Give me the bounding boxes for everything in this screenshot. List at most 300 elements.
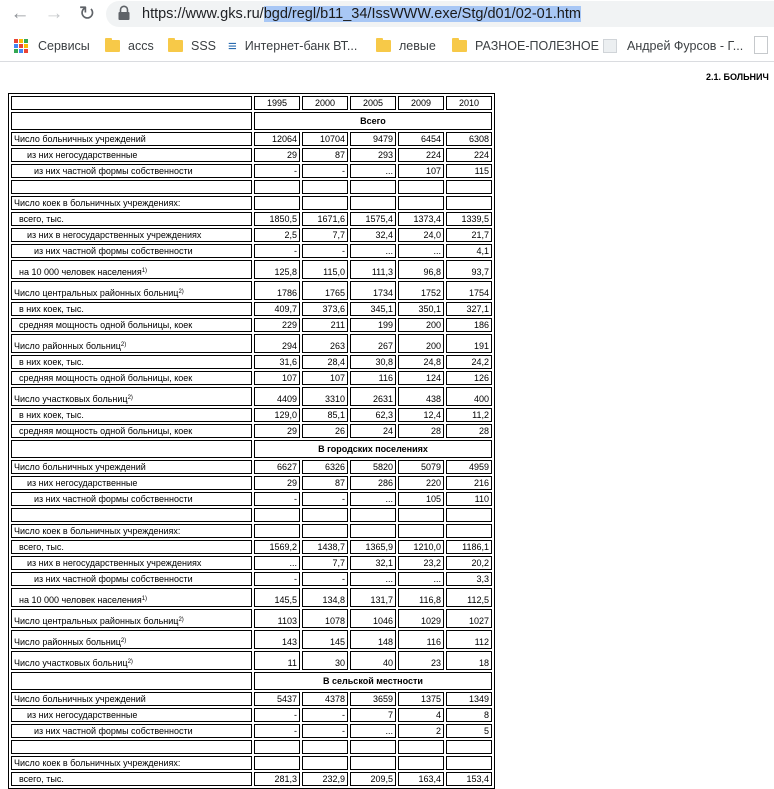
value-cell [254,740,300,754]
row-label [11,630,252,649]
value-cell: 8 [446,708,492,722]
row-label [11,588,252,607]
value-cell: 110 [446,492,492,506]
table-row [11,148,492,162]
value-cell [446,508,492,522]
value-cell: 23,2 [398,556,444,570]
row-label-text: из них частной формы собственности [34,726,193,736]
row-label [11,424,252,438]
value-cell: 4409 [254,387,300,406]
value-cell [350,180,396,194]
value-cell: 87 [302,476,348,490]
value-cell: 200 [398,318,444,332]
year-header: 2009 [398,96,444,110]
row-label-text: в них коек, тыс. [19,357,84,367]
row-label-text: на 10 000 человек населения [19,595,142,605]
value-cell: 85,1 [302,408,348,422]
row-label-text: всего, тыс. [19,542,64,552]
value-cell: 24 [350,424,396,438]
table-row [11,424,492,438]
value-cell: 31,6 [254,355,300,369]
row-label [11,556,252,570]
value-cell [302,756,348,770]
row-label [11,334,252,353]
value-cell: 1734 [350,281,396,300]
row-label-text: Число коек в больничных учреждениях: [14,758,181,768]
table-row [11,540,492,554]
table-row [11,355,492,369]
bookmark-vtb-bank[interactable] [228,37,357,55]
row-label [11,281,252,300]
value-cell: 12,4 [398,408,444,422]
value-cell: 2 [398,724,444,738]
value-cell: 32,1 [350,556,396,570]
value-cell: 129,0 [254,408,300,422]
row-label-text: Число районных больниц [14,637,121,647]
value-cell [350,756,396,770]
row-label [11,302,252,316]
row-label-text: из них частной формы собственности [34,574,193,584]
value-cell: 87 [302,148,348,162]
value-cell [254,180,300,194]
row-label-text: Число центральных районных больниц [14,616,179,626]
section-title: В сельской местности [254,672,492,690]
value-cell: 116 [350,371,396,385]
value-cell: 4378 [302,692,348,706]
value-cell: 350,1 [398,302,444,316]
year-header: 2005 [350,96,396,110]
value-cell [350,524,396,538]
value-cell: ... [350,492,396,506]
value-cell: - [254,708,300,722]
value-cell: ... [398,244,444,258]
page-icon [603,39,617,53]
row-label-text: средняя мощность одной больницы, коек [19,373,193,383]
value-cell: 1046 [350,609,396,628]
value-cell: 124 [398,371,444,385]
value-cell: 3659 [350,692,396,706]
section-header-row [11,672,492,690]
value-cell: 224 [398,148,444,162]
value-cell: 345,1 [350,302,396,316]
value-cell: 286 [350,476,396,490]
row-label [11,212,252,226]
row-label-text: из них негосударственные [27,150,138,160]
row-label [11,318,252,332]
value-cell [446,740,492,754]
value-cell: 28 [446,424,492,438]
value-cell: 409,7 [254,302,300,316]
row-label [11,244,252,258]
value-cell: 11 [254,651,300,670]
value-cell: 191 [446,334,492,353]
value-cell [350,508,396,522]
value-cell: ... [398,572,444,586]
value-cell [302,740,348,754]
row-label [11,492,252,506]
spacer-row [11,508,492,522]
value-cell: 23 [398,651,444,670]
value-cell: 131,7 [350,588,396,607]
bookmark-accs[interactable] [105,37,154,55]
table-row [11,196,492,210]
value-cell: 96,8 [398,260,444,279]
value-cell: ... [350,244,396,258]
table-row [11,630,492,649]
address-bar[interactable] [106,1,774,27]
row-label-text: Число центральных районных больниц [14,288,179,298]
row-label [11,524,252,538]
bank-logo-icon: ≡ [228,37,237,55]
apps-grid-icon [14,39,28,53]
value-cell [302,196,348,210]
table-body [11,96,492,786]
value-cell [446,756,492,770]
section-label-cell [11,672,252,690]
value-cell: 1786 [254,281,300,300]
value-cell [350,196,396,210]
value-cell: 5079 [398,460,444,474]
value-cell: 294 [254,334,300,353]
value-cell [254,756,300,770]
value-cell: 29 [254,424,300,438]
row-label-text: Число больничных учреждений [14,694,146,704]
footnote-marker: 1) [141,596,148,602]
value-cell: 134,8 [302,588,348,607]
value-cell: 2631 [350,387,396,406]
value-cell: 5 [446,724,492,738]
table-row [11,708,492,722]
value-cell: 1375 [398,692,444,706]
value-cell: 29 [254,476,300,490]
bookmark-services[interactable] [14,37,90,55]
value-cell: - [254,724,300,738]
browser-toolbar [0,0,774,30]
more-bookmarks-icon[interactable] [754,36,768,54]
forward-arrow-icon[interactable]: → [44,3,64,24]
value-cell: 153,4 [446,772,492,786]
back-arrow-icon[interactable]: ← [10,3,30,24]
value-cell: 1765 [302,281,348,300]
corner-cell [11,96,252,110]
value-cell [398,180,444,194]
row-label [11,609,252,628]
row-label-text: Число коек в больничных учреждениях: [14,526,181,536]
table-row [11,244,492,258]
value-cell: 12064 [254,132,300,146]
value-cell: 293 [350,148,396,162]
row-label [11,508,252,522]
value-cell: - [254,572,300,586]
value-cell: 62,3 [350,408,396,422]
value-cell: ... [350,724,396,738]
value-cell: 1186,1 [446,540,492,554]
value-cell: 438 [398,387,444,406]
table-row [11,212,492,226]
value-cell: 115,0 [302,260,348,279]
row-label-text: Число больничных учреждений [14,462,146,472]
hospitals-table-container [8,93,495,789]
value-cell: 400 [446,387,492,406]
value-cell: 107 [254,371,300,385]
value-cell: 220 [398,476,444,490]
value-cell: 1339,5 [446,212,492,226]
row-label [11,228,252,242]
value-cell [398,508,444,522]
row-label [11,724,252,738]
value-cell: 1754 [446,281,492,300]
value-cell: 2,5 [254,228,300,242]
folder-icon [376,40,391,52]
row-label-text: из них негосударственные [27,478,138,488]
folder-icon [105,40,120,52]
value-cell [446,524,492,538]
section-title: Всего [254,112,492,130]
row-label-text: Число участковых больниц [14,658,128,668]
value-cell: 21,7 [446,228,492,242]
table-row [11,692,492,706]
value-cell: 126 [446,371,492,385]
value-cell [254,524,300,538]
bookmark-label: SSS [191,39,217,53]
bookmark-label: Андрей Фурсов - Г... [627,39,744,53]
value-cell: ... [254,556,300,570]
value-cell: 209,5 [350,772,396,786]
value-cell [254,196,300,210]
bookmark-label: accs [128,39,154,53]
year-header: 2010 [446,96,492,110]
value-cell: 1671,6 [302,212,348,226]
folder-icon [168,40,183,52]
footnote-marker: 2) [127,659,133,665]
footnote-marker: 2) [120,638,127,644]
value-cell: - [254,164,300,178]
value-cell [302,524,348,538]
value-cell: 107 [302,371,348,385]
url-selected-text: bgd/regl/b11_34/IssWWW.exe/Stg/d01/02-01.htm [263,6,581,22]
value-cell: 93,7 [446,260,492,279]
value-cell [254,508,300,522]
table-row [11,281,492,300]
bookmark-label: левые [399,39,436,53]
value-cell: 125,8 [254,260,300,279]
bookmark-fursov[interactable] [603,37,743,55]
footnote-marker: 2) [127,395,133,401]
row-label [11,756,252,770]
row-label-text: средняя мощность одной больницы, коек [19,320,193,330]
value-cell [350,740,396,754]
row-label-text: из них в негосударственных учреждениях [27,558,202,568]
row-label [11,692,252,706]
row-label [11,260,252,279]
url-prefix: https://www.gks.ru/ [142,6,264,22]
footnote-marker: 2) [120,342,127,348]
section-label-cell [11,440,252,458]
year-header: 2000 [302,96,348,110]
table-row [11,371,492,385]
value-cell: 29 [254,148,300,162]
url-text[interactable] [142,5,581,23]
value-cell: 10704 [302,132,348,146]
section-title: В городских поселениях [254,440,492,458]
value-cell: 6627 [254,460,300,474]
footnote-marker: 2) [178,617,184,623]
value-cell: 20,2 [446,556,492,570]
value-cell: 1569,2 [254,540,300,554]
value-cell: 232,9 [302,772,348,786]
value-cell: 112,5 [446,588,492,607]
value-cell: - [302,572,348,586]
table-row [11,164,492,178]
value-cell: 4 [398,708,444,722]
row-label-text: в них коек, тыс. [19,304,84,314]
row-label [11,572,252,586]
table-row [11,260,492,279]
value-cell: - [254,492,300,506]
value-cell: 373,6 [302,302,348,316]
row-label [11,540,252,554]
row-label [11,740,252,754]
table-row [11,724,492,738]
row-label [11,651,252,670]
value-cell: 30 [302,651,348,670]
bookmark-label: Интернет-банк ВТ... [244,39,358,53]
row-label [11,772,252,786]
row-label [11,196,252,210]
value-cell: 105 [398,492,444,506]
value-cell: 111,3 [350,260,396,279]
table-row [11,132,492,146]
value-cell: 1373,4 [398,212,444,226]
row-label [11,180,252,194]
value-cell: 6308 [446,132,492,146]
spacer-row [11,180,492,194]
value-cell: 143 [254,630,300,649]
value-cell: 7,7 [302,228,348,242]
value-cell: 4,1 [446,244,492,258]
table-row [11,772,492,786]
row-label-text: Число участковых больниц [14,394,128,404]
value-cell: 1575,4 [350,212,396,226]
table-row [11,318,492,332]
value-cell: 28 [398,424,444,438]
value-cell: 1349 [446,692,492,706]
row-label [11,708,252,722]
row-label [11,371,252,385]
value-cell: 1438,7 [302,540,348,554]
table-row [11,609,492,628]
value-cell: 116,8 [398,588,444,607]
value-cell: 229 [254,318,300,332]
value-cell: 6326 [302,460,348,474]
value-cell [302,180,348,194]
value-cell: 163,4 [398,772,444,786]
value-cell: ... [350,572,396,586]
bookmark-label: Сервисы [38,39,90,53]
value-cell: 1752 [398,281,444,300]
value-cell: 107 [398,164,444,178]
row-label [11,408,252,422]
value-cell: 267 [350,334,396,353]
table-row [11,408,492,422]
table-row [11,556,492,570]
row-label [11,387,252,406]
table-row [11,492,492,506]
row-label-text: из них частной формы собственности [34,246,193,256]
value-cell: - [302,244,348,258]
footnote-marker: 2) [178,289,184,295]
value-cell: 11,2 [446,408,492,422]
table-row [11,387,492,406]
bookmark-levye[interactable] [376,37,436,55]
table-row [11,460,492,474]
value-cell: 216 [446,476,492,490]
value-cell: ... [350,164,396,178]
value-cell: 5437 [254,692,300,706]
value-cell: 1210,0 [398,540,444,554]
row-label-text: средняя мощность одной больницы, коек [19,426,193,436]
row-label [11,164,252,178]
value-cell: 145,5 [254,588,300,607]
value-cell: 30,8 [350,355,396,369]
table-row [11,524,492,538]
value-cell: - [302,164,348,178]
bookmark-raznoe-poleznoe[interactable] [452,37,599,55]
bookmark-sss[interactable] [168,37,216,55]
table-row [11,302,492,316]
value-cell: - [254,244,300,258]
table-row [11,651,492,670]
value-cell: 24,2 [446,355,492,369]
value-cell: 32,4 [350,228,396,242]
value-cell: 3,3 [446,572,492,586]
value-cell: 40 [350,651,396,670]
lock-icon[interactable] [117,5,131,21]
spacer-row [11,740,492,754]
value-cell: 5820 [350,460,396,474]
value-cell: 9479 [350,132,396,146]
value-cell: 1850,5 [254,212,300,226]
row-label-text: всего, тыс. [19,214,64,224]
table-row [11,228,492,242]
value-cell: 145 [302,630,348,649]
value-cell: 1078 [302,609,348,628]
value-cell [446,196,492,210]
row-label-text: на 10 000 человек населения [19,267,142,277]
row-label-text: из них частной формы собственности [34,494,193,504]
row-label-text: Число больничных учреждений [14,134,146,144]
row-label [11,476,252,490]
section-label-cell [11,112,252,130]
reload-icon[interactable]: ↻ [78,3,96,25]
year-header: 1995 [254,96,300,110]
row-label [11,460,252,474]
value-cell: 1027 [446,609,492,628]
value-cell: 224 [446,148,492,162]
value-cell: 6454 [398,132,444,146]
bookmark-label: РАЗНОЕ-ПОЛЕЗНОЕ [475,39,599,53]
value-cell: 1365,9 [350,540,396,554]
value-cell [398,196,444,210]
value-cell: 116 [398,630,444,649]
value-cell: 199 [350,318,396,332]
row-label-text: в них коек, тыс. [19,410,84,420]
value-cell: 211 [302,318,348,332]
value-cell: - [302,492,348,506]
value-cell: 200 [398,334,444,353]
value-cell [398,756,444,770]
value-cell [398,740,444,754]
